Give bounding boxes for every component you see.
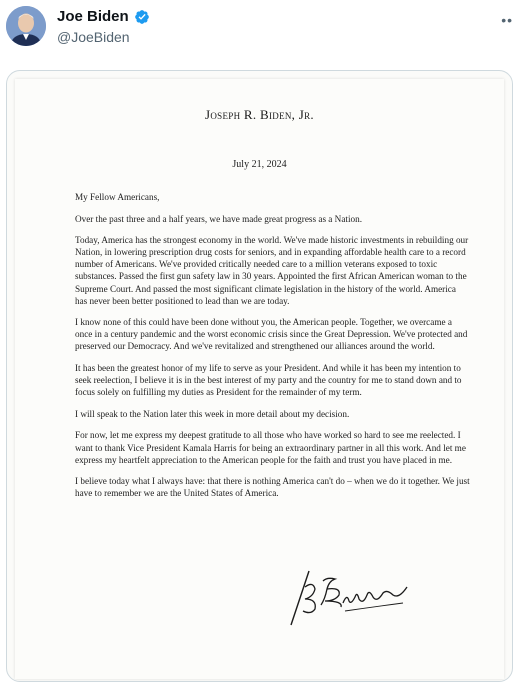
- verified-badge-icon: [134, 9, 150, 25]
- post-header: [0, 0, 517, 70]
- author-name[interactable]: Joe Biden: [57, 8, 129, 25]
- avatar[interactable]: [6, 6, 46, 46]
- letter-paragraph: I believe today what I always have: that there is nothing America can't do – when we do it together. We just have to remember we are the United States of America.: [75, 476, 470, 499]
- letter-paragraph: I will speak to the Nation later this week in more detail about my decision.: [75, 408, 350, 419]
- letter-salutation: My Fellow Americans,: [75, 192, 160, 202]
- post-media[interactable]: [6, 70, 513, 682]
- author-handle[interactable]: @JoeBiden: [57, 29, 130, 45]
- letter-date: July 21, 2024: [232, 159, 287, 170]
- letter-body: [75, 191, 470, 509]
- letter-image: [15, 79, 504, 679]
- more-options-icon[interactable]: ••: [501, 12, 513, 28]
- author-row: [57, 8, 150, 25]
- signature: [283, 567, 413, 629]
- letter-paragraph: For now, let me express my deepest gratitude to all those who have worked so hard to see me reelected. I want to thank Vice President Kamala Harris for being an extraordinary partner in all this work. And let me express my heartfelt appreciation to the American people for the faith and trust you have placed in me.: [75, 430, 466, 465]
- letterhead: Joseph R. Biden, Jr.: [205, 107, 314, 122]
- letter-paragraph: Today, America has the strongest economy in the world. We've made historic investments in rebuilding our Nation, in lowering prescription drug costs for seniors, and in expanding affordable health care to a record number of Americans. We've provided critically needed care to a million veterans exposed to toxic substances. Passed the first gun safety law in 30 years. Appointed the first African American woman to the Supreme Court. And passed the most significant climate legislation in the history of the world. America has never been better positioned to lead than we are today.: [75, 235, 469, 306]
- letter-paragraph: I know none of this could have been done without you, the American people. Together, we overcame a once in a century pandemic and the worst economic crisis since the Great Depression. We've protected and preserved our Democracy. And we've revitalized and strengthened our alliances around the world.: [75, 317, 468, 352]
- letter-paragraph: Over the past three and a half years, we have made great progress as a Nation.: [75, 213, 362, 224]
- letter-paragraph: It has been the greatest honor of my life to serve as your President. And while it has been my intention to seek reelection, I believe it is in the best interest of my party and the country for me to stand down and to focus solely on fulfilling my duties as President for the remainder of my term.: [75, 363, 462, 398]
